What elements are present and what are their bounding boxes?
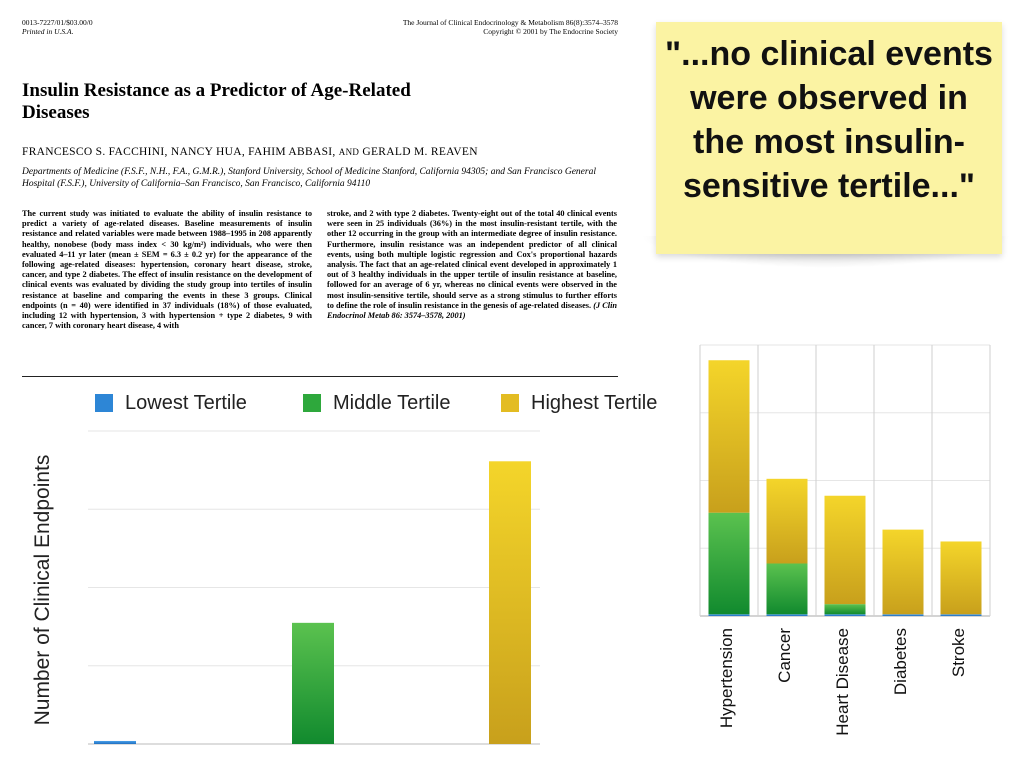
copyright-line: Copyright © 2001 by The Endocrine Society (483, 27, 618, 36)
stacked-bar-heart-disease-highest (825, 496, 866, 604)
stacked-bar-stroke-lowest (941, 614, 982, 616)
y-axis-label: Number of Clinical Endpoints (31, 454, 54, 726)
authors-list: FRANCESCO S. FACCHINI, NANCY HUA, FAHIM ABBASI, (22, 146, 336, 158)
legend-label-lowest: Lowest Tertile (125, 391, 247, 414)
stacked-bar-diabetes-lowest (883, 614, 924, 616)
bar-lowest-tertile (94, 741, 136, 744)
abstract-left-column: The current study was initiated to evaluate the ability of insulin resistance to predict a variety of age-related diseases. Baseline measurements of insulin resistance and related variables were made between 1988–1995 in 208 apparently healthy, nonobese (body mass index < 30 kg/m²) individuals, who were then evaluated 4–11 yr later (mean ± SEM = 6.3 ± 0.2 yr) for the appearance of the following age-related diseases: hypertension, coronary heart disease, stroke, cancer, and type 2 diabetes. The effect of insulin resistance on the development of clinical events was evaluated by dividing the study group into tertiles of insulin resistance at baseline and comparing the events in these 3 groups. Clinical endpoints (n = 40) were identified in 37 individuals (18%) of those evaluated, including 12 with hypertension, 3 with hypertension + type 2 diabetes, 9 with cancer, 7 with coronary heart disease, 4 with (22, 209, 312, 331)
stacked-bar-stroke-highest (941, 541, 982, 614)
x-label-stroke: Stroke (949, 628, 968, 678)
x-label-heart-disease: Heart Disease (833, 628, 852, 736)
printed-line: Printed in U.S.A. (22, 27, 74, 36)
bar-middle-tertile (292, 623, 334, 744)
legend-label-highest: Highest Tertile (531, 391, 658, 414)
stacked-bar-chart (700, 345, 990, 616)
main-bar-chart (88, 431, 540, 744)
x-label-cancer: Cancer (775, 628, 794, 683)
x-label-diabetes: Diabetes (891, 628, 910, 696)
authors-and: AND (338, 147, 360, 157)
stacked-bar-cancer-highest (767, 479, 808, 564)
legend-label-middle: Middle Tertile (333, 391, 451, 414)
paper-title: Insulin Resistance as a Predictor of Age-Related Diseases (22, 80, 411, 123)
stacked-bar-diabetes-highest (883, 530, 924, 615)
stacked-bar-cancer-middle (767, 563, 808, 614)
abstract-right-text: stroke, and 2 with type 2 diabetes. Twenty-eight out of the total 40 clinical events were seen in 25 individuals (36%) in the most insulin-resistant tertile, with the other 12 occurring in the group with an intermediate degree of insulin resistance. Furthermore, insulin resistance was an independent predictor of all clinical events, using both multiple logistic regression and Cox's proportional hazards analysis. The fact that an age-related clinical event developed in approximately 1 out of 3 healthy individuals in the upper tertile of insulin resistance at baseline, followed for an average of 6 yr, whereas no clinical events were observed in the most insulin-sensitive tertile, should serve as a strong stimulus to further efforts to define the role of insulin resistance in the genesis of age-related diseases. (327, 209, 617, 310)
journal-line: The Journal of Clinical Endocrinology & Metabolism 86(8):3574–3578 (402, 18, 618, 27)
paper-affiliation: Departments of Medicine (F.S.F., N.H., F.A., G.M.R.), Stanford University, School of Medicine Stanford, California 94305; and San Francisco General Hospital (F.S.F.), University of California–San Francisco, San Francisco, California 94110 (22, 167, 596, 189)
stacked-bar-cancer-lowest (767, 614, 808, 616)
stacked-bar-hypertension-highest (709, 360, 750, 512)
stacked-bar-hypertension-middle (709, 513, 750, 615)
quote-text: "...no clinical events were observed in the most insulin-sensitive tertile..." (665, 35, 993, 205)
authors-last: GERALD M. REAVEN (362, 146, 478, 158)
stacked-bar-heart-disease-lowest (825, 614, 866, 616)
issn-line: 0013-7227/01/$03.00/0 (22, 18, 93, 27)
bar-highest-tertile (489, 461, 531, 744)
stacked-bar-heart-disease-middle (825, 604, 866, 614)
stacked-bar-hypertension-lowest (709, 614, 750, 616)
x-label-hypertension: Hypertension (717, 628, 736, 729)
abstract-citation: (J Clin Endocrinol Metab 86: 3574–3578, 2001) (327, 300, 618, 321)
